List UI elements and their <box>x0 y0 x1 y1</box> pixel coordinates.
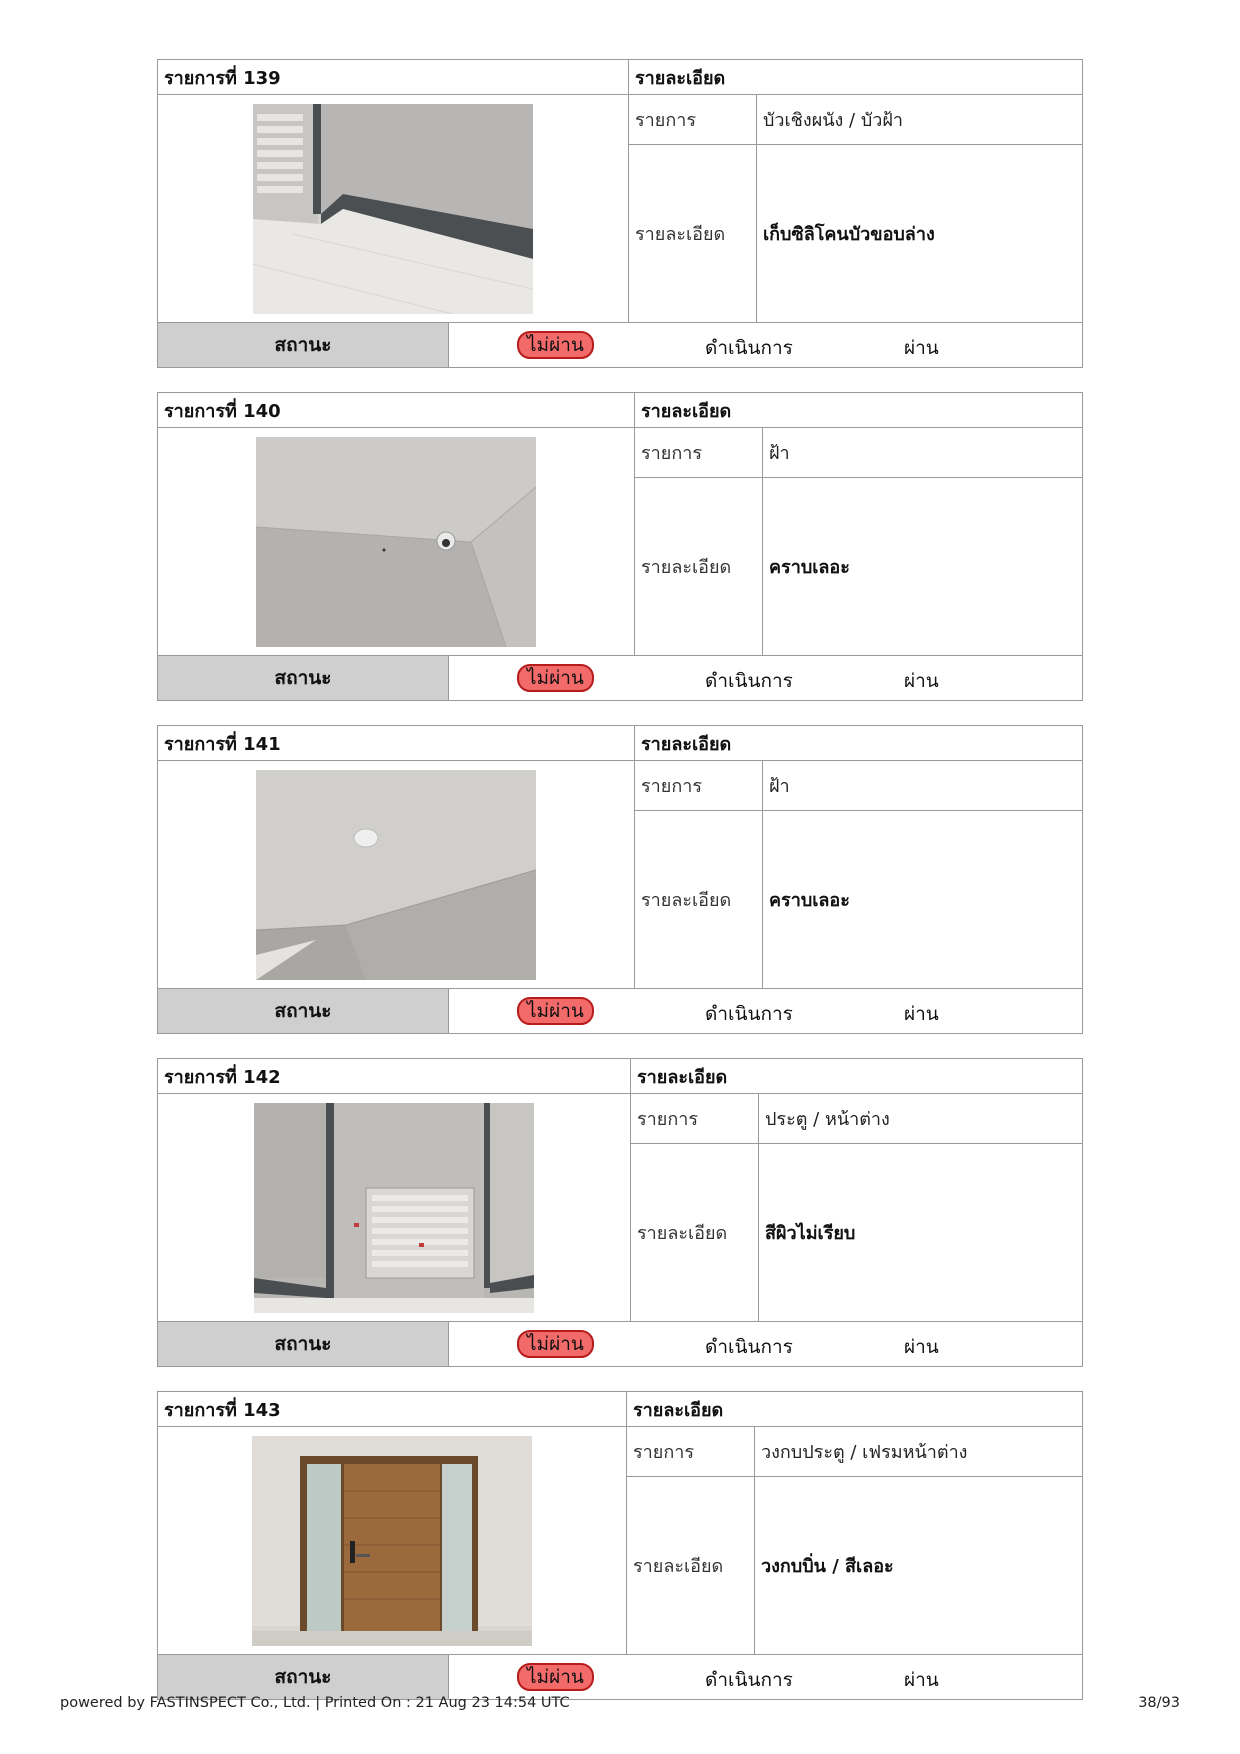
status-pass[interactable]: ผ่าน <box>904 1335 939 1358</box>
status-fail-selected[interactable] <box>517 1663 594 1691</box>
footer-page-number: 38/93 <box>1138 1695 1180 1711</box>
item-title: รายการที่ 143 <box>158 1392 627 1427</box>
item-value: บัวเชิงผนัง / บัวฝ้า <box>757 95 1083 145</box>
inspection-item-141 <box>157 725 1083 1034</box>
photo-skirting-wall <box>253 104 533 314</box>
item-title: รายการที่ 141 <box>158 726 635 761</box>
detail-value: คราบเลอะ <box>763 811 1083 989</box>
photo-ceiling-camera <box>256 437 536 647</box>
status-options <box>449 988 1083 1033</box>
item-label: รายการ <box>629 95 757 145</box>
status-pass[interactable]: ผ่าน <box>904 1668 939 1691</box>
detail-header: รายละเอียด <box>635 393 1083 428</box>
item-photo[interactable] <box>158 1094 631 1322</box>
status-fail-selected[interactable] <box>517 664 594 692</box>
status-fail-selected[interactable] <box>517 331 594 359</box>
item-label: รายการ <box>635 428 763 478</box>
photo-wooden-door <box>252 1436 532 1646</box>
item-value: วงกบประตู / เฟรมหน้าต่าง <box>755 1427 1083 1477</box>
status-fail-selected[interactable] <box>517 1330 594 1358</box>
status-options <box>449 1654 1083 1699</box>
status-label: สถานะ <box>158 1321 449 1366</box>
fail-badge: ไม่ผ่าน <box>517 331 594 359</box>
status-options <box>449 1321 1083 1366</box>
status-label: สถานะ <box>158 988 449 1033</box>
status-label: สถานะ <box>158 322 449 367</box>
photo-ceiling-light <box>256 770 536 980</box>
item-value: ประตู / หน้าต่าง <box>759 1094 1083 1144</box>
item-title: รายการที่ 142 <box>158 1059 631 1094</box>
inspection-item-142 <box>157 1058 1083 1367</box>
status-in-progress[interactable]: ดำเนินการ <box>705 1002 793 1025</box>
status-in-progress[interactable]: ดำเนินการ <box>705 669 793 692</box>
status-pass[interactable]: ผ่าน <box>904 1002 939 1025</box>
item-title: รายการที่ 139 <box>158 60 629 95</box>
detail-value: คราบเลอะ <box>763 478 1083 656</box>
item-label: รายการ <box>635 761 763 811</box>
detail-header: รายละเอียด <box>631 1059 1083 1094</box>
footer-printed-info: powered by FASTINSPECT Co., Ltd. | Printed On : 21 Aug 23 14:54 UTC <box>60 1695 570 1711</box>
fail-badge: ไม่ผ่าน <box>517 1663 594 1691</box>
item-photo[interactable] <box>158 1427 627 1655</box>
status-in-progress[interactable]: ดำเนินการ <box>705 1335 793 1358</box>
inspection-item-143 <box>157 1391 1083 1700</box>
item-value: ฝ้า <box>763 761 1083 811</box>
status-pass[interactable]: ผ่าน <box>904 336 939 359</box>
fail-badge: ไม่ผ่าน <box>517 997 594 1025</box>
status-label: สถานะ <box>158 655 449 700</box>
item-photo[interactable] <box>158 428 635 656</box>
photo-vent-door <box>254 1103 534 1313</box>
inspection-item-140 <box>157 392 1083 701</box>
detail-label: รายละเอียด <box>635 811 763 989</box>
item-photo[interactable] <box>158 95 629 323</box>
fail-badge: ไม่ผ่าน <box>517 1330 594 1358</box>
status-pass[interactable]: ผ่าน <box>904 669 939 692</box>
item-title: รายการที่ 140 <box>158 393 635 428</box>
status-options <box>449 655 1083 700</box>
status-options <box>449 322 1083 367</box>
status-fail-selected[interactable] <box>517 997 594 1025</box>
detail-label: รายละเอียด <box>631 1144 759 1322</box>
item-label: รายการ <box>627 1427 755 1477</box>
detail-header: รายละเอียด <box>629 60 1083 95</box>
status-in-progress[interactable]: ดำเนินการ <box>705 336 793 359</box>
detail-label: รายละเอียด <box>635 478 763 656</box>
item-label: รายการ <box>631 1094 759 1144</box>
detail-header: รายละเอียด <box>627 1392 1083 1427</box>
detail-value: สีผิวไม่เรียบ <box>759 1144 1083 1322</box>
status-label: สถานะ <box>158 1654 449 1699</box>
detail-value: วงกบบิ่น / สีเลอะ <box>755 1477 1083 1655</box>
item-photo[interactable] <box>158 761 635 989</box>
detail-header: รายละเอียด <box>635 726 1083 761</box>
inspection-item-139 <box>157 59 1083 368</box>
item-value: ฝ้า <box>763 428 1083 478</box>
detail-value: เก็บซิลิโคนบัวขอบล่าง <box>757 145 1083 323</box>
detail-label: รายละเอียด <box>627 1477 755 1655</box>
status-in-progress[interactable]: ดำเนินการ <box>705 1668 793 1691</box>
fail-badge: ไม่ผ่าน <box>517 664 594 692</box>
detail-label: รายละเอียด <box>629 145 757 323</box>
